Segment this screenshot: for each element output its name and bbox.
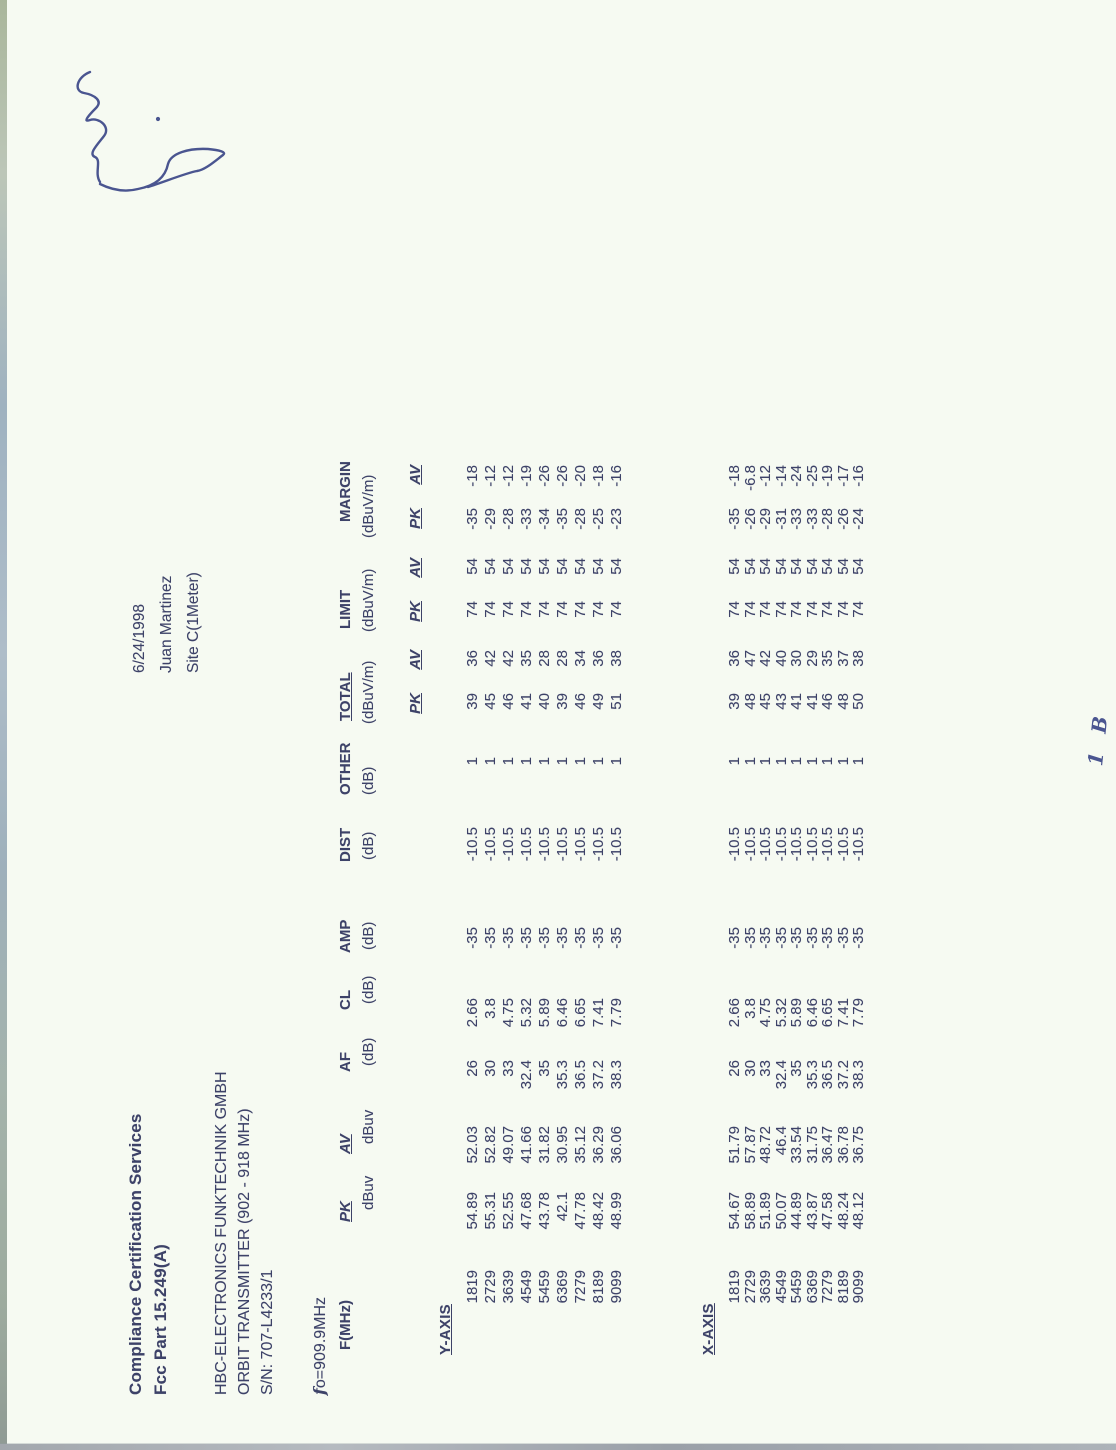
test-site: Site C(1Meter) bbox=[185, 572, 202, 673]
table-cell: 74 bbox=[464, 601, 481, 618]
table-cell: -10.5 bbox=[819, 827, 836, 862]
table-cell: 54 bbox=[726, 558, 743, 575]
table-cell: 4.75 bbox=[757, 998, 774, 1028]
table-cell: 1 bbox=[500, 757, 517, 766]
table-cell: 51.89 bbox=[757, 1192, 774, 1230]
table-cell: 44.89 bbox=[788, 1192, 805, 1230]
table-cell: 74 bbox=[741, 601, 759, 618]
table-cell: 52.82 bbox=[482, 1126, 499, 1164]
table-cell: 47.68 bbox=[518, 1192, 535, 1230]
table-cell: 31.82 bbox=[536, 1126, 553, 1164]
unit-margin: (dBuV/m) bbox=[360, 474, 377, 538]
table-cell: -10.5 bbox=[772, 827, 790, 862]
table-cell: 2.66 bbox=[464, 998, 481, 1028]
table-cell: -35 bbox=[464, 927, 481, 949]
table-cell: 54 bbox=[518, 558, 535, 575]
table-cell: 48.42 bbox=[590, 1192, 607, 1230]
table-cell: 35 bbox=[536, 1060, 553, 1077]
table-cell: 3.8 bbox=[482, 998, 499, 1019]
table-cell: 48 bbox=[834, 693, 852, 710]
table-cell: 35 bbox=[788, 1060, 805, 1077]
table-cell: 54 bbox=[850, 558, 867, 575]
table-cell: -10.5 bbox=[850, 827, 867, 862]
table-cell: -25 bbox=[803, 465, 821, 487]
table-cell: -29 bbox=[757, 508, 774, 530]
test-date: 6/24/1998 bbox=[131, 604, 148, 673]
fundamental-frequency: fo=909.9MHz bbox=[310, 1296, 329, 1395]
table-cell: 38.3 bbox=[850, 1060, 867, 1090]
table-cell: 9099 bbox=[850, 1270, 867, 1304]
table-cell: 54 bbox=[819, 558, 836, 575]
table-cell: 46 bbox=[819, 693, 836, 710]
table-cell: 54 bbox=[482, 558, 499, 575]
table-cell: -18 bbox=[464, 465, 481, 487]
table-cell: -35 bbox=[536, 927, 553, 949]
table-cell: 54 bbox=[803, 558, 821, 575]
table-cell: 2729 bbox=[741, 1270, 759, 1304]
signature-icon bbox=[38, 19, 243, 194]
table-cell: 58.89 bbox=[741, 1192, 759, 1230]
table-cell: -28 bbox=[572, 508, 589, 530]
company-name: HBC-ELECTRONICS FUNKTECHNIK GMBH bbox=[213, 1071, 230, 1395]
table-cell: 74 bbox=[572, 601, 589, 618]
table-cell: -35 bbox=[803, 927, 821, 949]
table-cell: -20 bbox=[572, 465, 589, 487]
table-cell: 35.3 bbox=[803, 1060, 821, 1090]
table-cell: 30 bbox=[482, 1060, 499, 1077]
table-cell: 33.54 bbox=[788, 1126, 805, 1164]
table-cell: 28 bbox=[536, 650, 553, 667]
table-cell: 1 bbox=[518, 757, 535, 766]
section-label: X-AXIS bbox=[700, 1303, 717, 1355]
table-cell: 37.2 bbox=[590, 1060, 607, 1090]
unit-av: dBuv bbox=[360, 1109, 377, 1144]
table-cell: 74 bbox=[554, 601, 571, 618]
table-cell: 54 bbox=[536, 558, 553, 575]
table-cell: 36.06 bbox=[608, 1126, 625, 1164]
unit-cl: (dB) bbox=[360, 975, 377, 1004]
table-cell: 54 bbox=[834, 558, 852, 575]
table-cell: 54 bbox=[757, 558, 774, 575]
table-cell: 6369 bbox=[554, 1270, 571, 1304]
table-cell: 30 bbox=[788, 650, 805, 667]
table-cell: -10.5 bbox=[500, 827, 517, 862]
table-cell: -10.5 bbox=[482, 827, 499, 862]
table-cell: 42.1 bbox=[554, 1192, 571, 1222]
table-cell: -26 bbox=[741, 508, 759, 530]
table-cell: 47 bbox=[741, 650, 759, 667]
col-header-dist: DIST bbox=[337, 827, 354, 862]
table-cell: -17 bbox=[834, 465, 852, 487]
table-cell: 7.41 bbox=[590, 998, 607, 1028]
table-cell: -35 bbox=[819, 927, 836, 949]
table-cell: 7279 bbox=[572, 1270, 589, 1304]
table-cell: 38 bbox=[850, 650, 867, 667]
table-cell: 54.67 bbox=[726, 1192, 743, 1230]
table-cell: 39 bbox=[726, 693, 743, 710]
table-cell: 30 bbox=[741, 1060, 759, 1077]
table-cell: 54 bbox=[741, 558, 759, 575]
table-cell: 3.8 bbox=[741, 998, 759, 1019]
table-cell: 43.87 bbox=[803, 1192, 821, 1230]
table-cell: -10.5 bbox=[536, 827, 553, 862]
table-cell: -29 bbox=[482, 508, 499, 530]
table-cell: -24 bbox=[788, 465, 805, 487]
table-cell: -16 bbox=[608, 465, 625, 487]
table-cell: 7.79 bbox=[608, 998, 625, 1028]
table-cell: -28 bbox=[500, 508, 517, 530]
table-cell: 37 bbox=[834, 650, 852, 667]
table-cell: -35 bbox=[464, 508, 481, 530]
table-cell: 35 bbox=[518, 650, 535, 667]
table-cell: 33 bbox=[757, 1060, 774, 1077]
table-cell: 1 bbox=[536, 757, 553, 766]
table-cell: 74 bbox=[788, 601, 805, 618]
subheader-limit-av: AV bbox=[407, 558, 424, 578]
table-cell: 48.12 bbox=[850, 1192, 867, 1230]
engineer-name: Juan Martinez bbox=[158, 575, 175, 673]
table-cell: -35 bbox=[608, 927, 625, 949]
table-cell: 36 bbox=[726, 650, 743, 667]
table-cell: 54.89 bbox=[464, 1192, 481, 1230]
table-cell: 5459 bbox=[788, 1270, 805, 1304]
page-title: Compliance Certification Services bbox=[126, 1113, 145, 1395]
table-cell: -35 bbox=[772, 927, 790, 949]
table-cell: 42 bbox=[757, 650, 774, 667]
table-cell: -19 bbox=[518, 465, 535, 487]
table-cell: 32.4 bbox=[772, 1060, 790, 1090]
table-cell: 48.24 bbox=[834, 1192, 852, 1230]
table-cell: 40 bbox=[772, 650, 790, 667]
table-cell: 33 bbox=[500, 1060, 517, 1077]
table-cell: -10.5 bbox=[834, 827, 852, 862]
table-cell: 36.5 bbox=[572, 1060, 589, 1090]
table-cell: 41 bbox=[518, 693, 535, 710]
table-cell: 35.3 bbox=[554, 1060, 571, 1090]
table-cell: -10.5 bbox=[608, 827, 625, 862]
eut-description: ORBIT TRANSMITTER (902 - 918 MHz) bbox=[236, 1108, 253, 1395]
table-cell: -33 bbox=[788, 508, 805, 530]
table-cell: 74 bbox=[772, 601, 790, 618]
table-cell: 54 bbox=[772, 558, 790, 575]
col-header-pk: PK bbox=[337, 1201, 354, 1222]
table-cell: -23 bbox=[608, 508, 625, 530]
table-cell: 6.46 bbox=[803, 998, 821, 1028]
table-cell: 49.07 bbox=[500, 1126, 517, 1164]
page-subtitle: Fcc Part 15.249(A) bbox=[151, 1243, 170, 1395]
table-cell: 1 bbox=[819, 757, 836, 766]
table-cell: -10.5 bbox=[757, 827, 774, 862]
table-cell: 1 bbox=[554, 757, 571, 766]
table-cell: 9099 bbox=[608, 1270, 625, 1304]
table-cell: 42 bbox=[500, 650, 517, 667]
table-cell: -25 bbox=[590, 508, 607, 530]
col-header-limit: LIMIT bbox=[337, 589, 354, 629]
table-cell: 5.32 bbox=[772, 998, 790, 1028]
table-cell: 6.65 bbox=[819, 998, 836, 1028]
col-header-av: AV bbox=[337, 1134, 354, 1154]
table-cell: -28 bbox=[819, 508, 836, 530]
table-cell: 50 bbox=[850, 693, 867, 710]
table-cell: 74 bbox=[482, 601, 499, 618]
table-cell: 48.99 bbox=[608, 1192, 625, 1230]
table-cell: 41.66 bbox=[518, 1126, 535, 1164]
table-cell: -26 bbox=[834, 508, 852, 530]
col-header-margin: MARGIN bbox=[337, 461, 354, 522]
table-cell: 8189 bbox=[590, 1270, 607, 1304]
table-cell: 41 bbox=[788, 693, 805, 710]
table-cell: 36.78 bbox=[834, 1126, 852, 1164]
table-cell: -35 bbox=[850, 927, 867, 949]
col-header-amp: AMP bbox=[337, 919, 354, 953]
table-cell: 74 bbox=[819, 601, 836, 618]
table-cell: 36.47 bbox=[819, 1126, 836, 1164]
unit-pk: dBuv bbox=[360, 1175, 377, 1210]
table-cell: 1 bbox=[741, 757, 759, 766]
subheader-margin-pk: PK bbox=[407, 508, 424, 529]
table-cell: 6.65 bbox=[572, 998, 589, 1028]
table-cell: 54 bbox=[464, 558, 481, 575]
table-cell: 1 bbox=[757, 757, 774, 766]
table-cell: -12 bbox=[757, 465, 774, 487]
table-cell: 1 bbox=[772, 757, 790, 766]
table-cell: -35 bbox=[482, 927, 499, 949]
table-cell: 46 bbox=[572, 693, 589, 710]
table-cell: 52.03 bbox=[464, 1126, 481, 1164]
table-cell: -31 bbox=[772, 508, 790, 530]
table-cell: 40 bbox=[536, 693, 553, 710]
subheader-total-av: AV bbox=[407, 650, 424, 670]
col-header-total: TOTAL bbox=[337, 672, 354, 721]
table-cell: 74 bbox=[518, 601, 535, 618]
table-cell: 54 bbox=[608, 558, 625, 575]
table-cell: -34 bbox=[536, 508, 553, 530]
table-cell: 7279 bbox=[819, 1270, 836, 1304]
table-cell: 5459 bbox=[536, 1270, 553, 1304]
handwritten-page-mark: 1 B bbox=[1083, 709, 1113, 768]
table-cell: -19 bbox=[819, 465, 836, 487]
table-cell: 37.2 bbox=[834, 1060, 852, 1090]
table-cell: -35 bbox=[554, 508, 571, 530]
table-cell: -10.5 bbox=[464, 827, 481, 862]
scan-edge-left bbox=[0, 0, 7, 1450]
table-cell: 54 bbox=[500, 558, 517, 575]
table-cell: -35 bbox=[590, 927, 607, 949]
unit-total: (dBuV/m) bbox=[360, 660, 377, 724]
table-cell: 29 bbox=[803, 650, 821, 667]
table-cell: 31.75 bbox=[803, 1126, 821, 1164]
table-cell: -18 bbox=[726, 465, 743, 487]
table-cell: 3639 bbox=[500, 1270, 517, 1304]
table-cell: 55.31 bbox=[482, 1192, 499, 1230]
table-cell: -24 bbox=[850, 508, 867, 530]
table-cell: 2.66 bbox=[726, 998, 743, 1028]
table-cell: 1 bbox=[464, 757, 481, 766]
table-cell: -35 bbox=[726, 927, 743, 949]
table-cell: 1 bbox=[726, 757, 743, 766]
table-cell: 6.46 bbox=[554, 998, 571, 1028]
table-cell: 47.78 bbox=[572, 1192, 589, 1230]
table-cell: 1819 bbox=[464, 1270, 481, 1304]
table-cell: 43.78 bbox=[536, 1192, 553, 1230]
table-cell: -35 bbox=[726, 508, 743, 530]
table-cell: 32.4 bbox=[518, 1060, 535, 1090]
col-header-af: AF bbox=[337, 1052, 354, 1072]
table-cell: 1 bbox=[850, 757, 867, 766]
table-cell: -35 bbox=[500, 927, 517, 949]
unit-other: (dB) bbox=[360, 766, 377, 795]
table-cell: -10.5 bbox=[554, 827, 571, 862]
table-cell: 6369 bbox=[803, 1270, 821, 1304]
table-cell: 74 bbox=[536, 601, 553, 618]
table-cell: 74 bbox=[608, 601, 625, 618]
table-cell: 74 bbox=[500, 601, 517, 618]
table-cell: 1 bbox=[834, 757, 852, 766]
table-cell: -35 bbox=[834, 927, 852, 949]
table-cell: 42 bbox=[482, 650, 499, 667]
table-cell: 1 bbox=[572, 757, 589, 766]
table-cell: 4549 bbox=[772, 1270, 790, 1304]
table-cell: -26 bbox=[536, 465, 553, 487]
table-cell: 34 bbox=[572, 650, 589, 667]
table-cell: 51.79 bbox=[726, 1126, 743, 1164]
table-cell: -35 bbox=[741, 927, 759, 949]
table-cell: 35.12 bbox=[572, 1126, 589, 1164]
table-cell: 41 bbox=[803, 693, 821, 710]
table-cell: 45 bbox=[757, 693, 774, 710]
table-cell: 1 bbox=[803, 757, 821, 766]
table-cell: 74 bbox=[834, 601, 852, 618]
table-cell: 45 bbox=[482, 693, 499, 710]
table-cell: 4.75 bbox=[500, 998, 517, 1028]
table-cell: 54 bbox=[554, 558, 571, 575]
section-label: Y-AXIS bbox=[437, 1304, 454, 1355]
table-cell: -18 bbox=[590, 465, 607, 487]
table-cell: -14 bbox=[772, 465, 790, 487]
table-cell: 54 bbox=[590, 558, 607, 575]
table-cell: 36.5 bbox=[819, 1060, 836, 1090]
table-cell: 35 bbox=[819, 650, 836, 667]
table-cell: 39 bbox=[464, 693, 481, 710]
table-cell: 4549 bbox=[518, 1270, 535, 1304]
table-cell: 1 bbox=[788, 757, 805, 766]
table-cell: 47.58 bbox=[819, 1192, 836, 1230]
table-cell: 74 bbox=[850, 601, 867, 618]
table-cell: 1 bbox=[608, 757, 625, 766]
table-cell: 26 bbox=[464, 1060, 481, 1077]
col-header-cl: CL bbox=[337, 990, 354, 1010]
unit-af: (dB) bbox=[360, 1037, 377, 1066]
table-cell: 54 bbox=[788, 558, 805, 575]
table-cell: 74 bbox=[590, 601, 607, 618]
col-header-other: OTHER bbox=[337, 742, 354, 795]
table-cell: 49 bbox=[590, 693, 607, 710]
table-cell: -10.5 bbox=[572, 827, 589, 862]
subheader-limit-pk: PK bbox=[407, 601, 424, 622]
table-cell: 46.4 bbox=[772, 1126, 790, 1156]
table-cell: 36 bbox=[590, 650, 607, 667]
table-cell: 46 bbox=[500, 693, 517, 710]
table-cell: 51 bbox=[608, 693, 625, 710]
table-cell: -12 bbox=[500, 465, 517, 487]
table-cell: 2729 bbox=[482, 1270, 499, 1304]
table-cell: 5.32 bbox=[518, 998, 535, 1028]
table-cell: -35 bbox=[788, 927, 805, 949]
table-cell: 28 bbox=[554, 650, 571, 667]
table-cell: -10.5 bbox=[590, 827, 607, 862]
table-cell: -10.5 bbox=[788, 827, 805, 862]
table-cell: -35 bbox=[518, 927, 535, 949]
table-cell: -10.5 bbox=[518, 827, 535, 862]
table-cell: -10.5 bbox=[741, 827, 759, 862]
table-cell: -16 bbox=[850, 465, 867, 487]
serial-number: S/N: 707-L4233/1 bbox=[259, 1269, 276, 1395]
table-cell: 38.3 bbox=[608, 1060, 625, 1090]
table-cell: 7.41 bbox=[834, 998, 852, 1028]
table-cell: 7.79 bbox=[850, 998, 867, 1028]
table-cell: 48 bbox=[741, 693, 759, 710]
table-cell: -33 bbox=[803, 508, 821, 530]
table-cell: 3639 bbox=[757, 1270, 774, 1304]
table-cell: 48.72 bbox=[757, 1126, 774, 1164]
unit-limit: (dBuV/m) bbox=[360, 568, 377, 632]
unit-amp: (dB) bbox=[360, 921, 377, 950]
table-cell: 74 bbox=[803, 601, 821, 618]
subheader-total-pk: PK bbox=[407, 693, 424, 714]
table-cell: 5.89 bbox=[788, 998, 805, 1028]
table-cell: 36 bbox=[464, 650, 481, 667]
table-cell: -33 bbox=[518, 508, 535, 530]
table-cell: 43 bbox=[772, 693, 790, 710]
table-cell: -26 bbox=[554, 465, 571, 487]
table-cell: -35 bbox=[757, 927, 774, 949]
table-cell: 30.95 bbox=[554, 1126, 571, 1164]
table-cell: 8189 bbox=[834, 1270, 852, 1304]
table-cell: -6.8 bbox=[741, 465, 759, 491]
table-cell: -10.5 bbox=[803, 827, 821, 862]
table-cell: 50.07 bbox=[772, 1192, 790, 1230]
table-cell: 52.55 bbox=[500, 1192, 517, 1230]
table-cell: 39 bbox=[554, 693, 571, 710]
table-cell: -35 bbox=[572, 927, 589, 949]
subheader-margin-av: AV bbox=[407, 465, 424, 485]
table-cell: 54 bbox=[572, 558, 589, 575]
col-header-freq: F(MHz) bbox=[337, 1300, 354, 1350]
table-cell: -12 bbox=[482, 465, 499, 487]
unit-dist: (dB) bbox=[360, 831, 377, 860]
f-symbol: f bbox=[310, 1388, 329, 1395]
table-cell: 74 bbox=[726, 601, 743, 618]
table-cell: 5.89 bbox=[536, 998, 553, 1028]
table-cell: 36.75 bbox=[850, 1126, 867, 1164]
scan-edge-bottom bbox=[0, 1444, 1116, 1450]
table-cell: 74 bbox=[757, 601, 774, 618]
table-cell: 38 bbox=[608, 650, 625, 667]
table-cell: 36.29 bbox=[590, 1126, 607, 1164]
table-cell: 1 bbox=[482, 757, 499, 766]
table-cell: 1819 bbox=[726, 1270, 743, 1304]
table-cell: -10.5 bbox=[726, 827, 743, 862]
table-cell: 57.87 bbox=[741, 1126, 759, 1164]
table-cell: 1 bbox=[590, 757, 607, 766]
table-cell: 26 bbox=[726, 1060, 743, 1077]
table-cell: -35 bbox=[554, 927, 571, 949]
